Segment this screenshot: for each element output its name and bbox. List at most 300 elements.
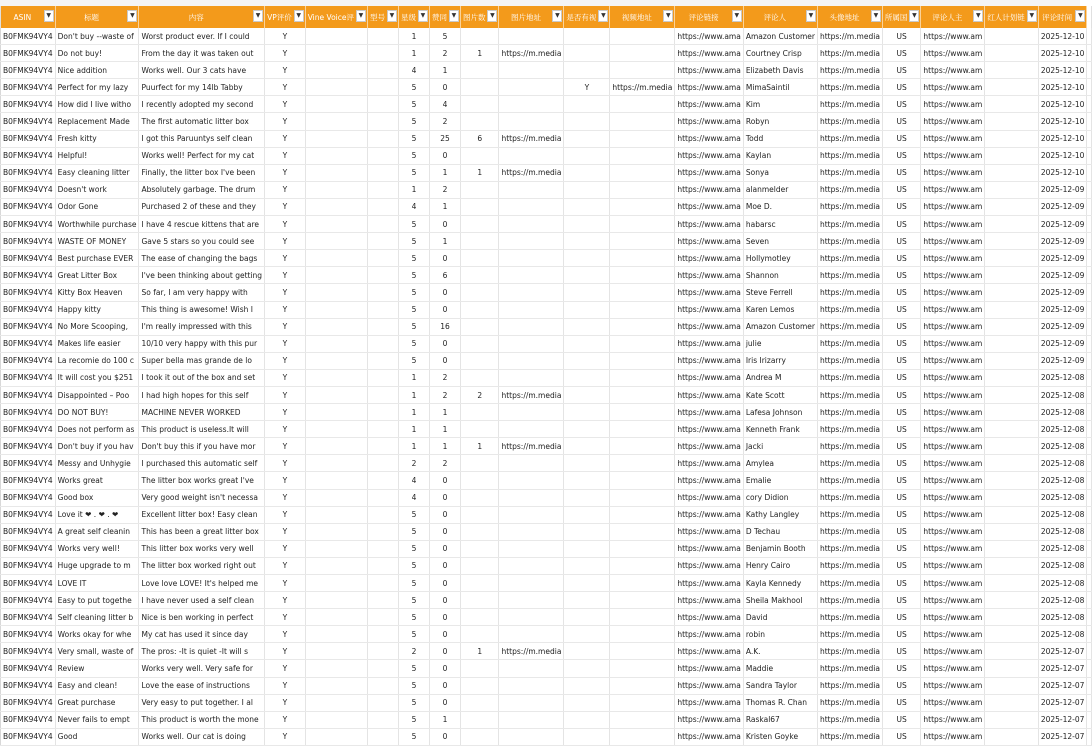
cell-date[interactable]: 2025-12-08 <box>1038 575 1087 592</box>
cell-country[interactable]: US <box>882 626 921 643</box>
cell-video-url[interactable] <box>610 233 675 250</box>
cell-content[interactable]: I had high hopes for this self <box>139 386 265 403</box>
cell-video-url[interactable] <box>610 369 675 386</box>
cell-content[interactable]: Worst product ever. If I could <box>139 28 265 45</box>
cell-avatar[interactable]: https://m.media <box>817 96 882 113</box>
cell-star[interactable]: 5 <box>398 233 429 250</box>
cell-model[interactable] <box>367 472 398 489</box>
column-header[interactable] <box>985 6 1039 28</box>
cell-imgs[interactable] <box>460 523 499 540</box>
cell-extra[interactable] <box>1087 181 1092 198</box>
cell-img-url[interactable] <box>499 113 564 130</box>
cell-helpful[interactable]: 0 <box>429 250 460 267</box>
cell-date[interactable]: 2025-12-10 <box>1038 113 1087 130</box>
cell-imgs[interactable] <box>460 540 499 557</box>
cell-link[interactable]: https://www.ama <box>675 147 743 164</box>
cell-influencer[interactable] <box>985 506 1039 523</box>
cell-vine[interactable] <box>305 506 367 523</box>
cell-vine[interactable] <box>305 130 367 147</box>
cell-helpful[interactable]: 0 <box>429 523 460 540</box>
cell-asin[interactable]: B0FMK94VY4 <box>1 711 56 728</box>
cell-influencer[interactable] <box>985 130 1039 147</box>
cell-avatar[interactable]: https://m.media <box>817 592 882 609</box>
cell-date[interactable]: 2025-12-07 <box>1038 694 1087 711</box>
cell-vine[interactable] <box>305 164 367 181</box>
cell-vine[interactable] <box>305 250 367 267</box>
cell-imgs[interactable] <box>460 404 499 421</box>
cell-model[interactable] <box>367 609 398 626</box>
cell-country[interactable]: US <box>882 216 921 233</box>
column-header[interactable] <box>1038 6 1087 28</box>
cell-country[interactable]: US <box>882 45 921 62</box>
cell-content[interactable]: Love love LOVE! It's helped me <box>139 575 265 592</box>
cell-country[interactable]: US <box>882 301 921 318</box>
cell-title[interactable]: Great Litter Box <box>55 267 139 284</box>
cell-title[interactable]: Never fails to empt <box>55 711 139 728</box>
cell-imgs[interactable] <box>460 79 499 96</box>
cell-influencer[interactable] <box>985 216 1039 233</box>
cell-influencer[interactable] <box>985 592 1039 609</box>
cell-title[interactable]: Perfect for my lazy <box>55 79 139 96</box>
cell-img-url[interactable] <box>499 147 564 164</box>
cell-has-video[interactable] <box>564 472 610 489</box>
cell-content[interactable]: The first automatic litter box <box>139 113 265 130</box>
cell-date[interactable]: 2025-12-08 <box>1038 472 1087 489</box>
cell-has-video[interactable] <box>564 96 610 113</box>
cell-model[interactable] <box>367 386 398 403</box>
cell-content[interactable]: I took it out of the box and set <box>139 369 265 386</box>
cell-video-url[interactable] <box>610 711 675 728</box>
cell-imgs[interactable]: 1 <box>460 45 499 62</box>
cell-vp[interactable]: Y <box>265 592 306 609</box>
cell-country[interactable]: US <box>882 130 921 147</box>
cell-video-url[interactable] <box>610 284 675 301</box>
cell-reviewer[interactable]: Kate Scott <box>743 386 817 403</box>
cell-has-video[interactable] <box>564 216 610 233</box>
cell-asin[interactable]: B0FMK94VY4 <box>1 267 56 284</box>
cell-helpful[interactable]: 1 <box>429 711 460 728</box>
cell-model[interactable] <box>367 267 398 284</box>
cell-imgs[interactable] <box>460 335 499 352</box>
cell-link[interactable]: https://www.ama <box>675 540 743 557</box>
cell-star[interactable]: 5 <box>398 711 429 728</box>
cell-reviewer[interactable]: Thomas R. Chan <box>743 694 817 711</box>
cell-extra[interactable] <box>1087 318 1092 335</box>
cell-title[interactable]: Very small, waste of <box>55 643 139 660</box>
cell-model[interactable] <box>367 660 398 677</box>
cell-extra[interactable] <box>1087 267 1092 284</box>
cell-influencer[interactable] <box>985 318 1039 335</box>
cell-title[interactable]: Love it ❤ . ❤ . ❤ <box>55 506 139 523</box>
cell-influencer[interactable] <box>985 233 1039 250</box>
cell-model[interactable] <box>367 540 398 557</box>
cell-helpful[interactable]: 1 <box>429 421 460 438</box>
cell-model[interactable] <box>367 506 398 523</box>
cell-vine[interactable] <box>305 643 367 660</box>
cell-asin[interactable]: B0FMK94VY4 <box>1 181 56 198</box>
cell-title[interactable]: Messy and Unhygie <box>55 455 139 472</box>
cell-helpful[interactable]: 0 <box>429 575 460 592</box>
cell-asin[interactable]: B0FMK94VY4 <box>1 455 56 472</box>
cell-img-url[interactable] <box>499 489 564 506</box>
cell-asin[interactable]: B0FMK94VY4 <box>1 198 56 215</box>
cell-star[interactable]: 5 <box>398 609 429 626</box>
cell-influencer[interactable] <box>985 626 1039 643</box>
cell-reviewer[interactable]: D Techau <box>743 523 817 540</box>
cell-vine[interactable] <box>305 335 367 352</box>
cell-influencer[interactable] <box>985 79 1039 96</box>
cell-helpful[interactable]: 0 <box>429 728 460 745</box>
column-header[interactable] <box>305 6 367 28</box>
cell-link[interactable]: https://www.ama <box>675 643 743 660</box>
cell-date[interactable]: 2025-12-09 <box>1038 284 1087 301</box>
cell-star[interactable]: 1 <box>398 404 429 421</box>
cell-star[interactable]: 5 <box>398 301 429 318</box>
cell-helpful[interactable]: 2 <box>429 113 460 130</box>
cell-profile[interactable]: https://www.am <box>921 147 985 164</box>
cell-link[interactable]: https://www.ama <box>675 352 743 369</box>
cell-model[interactable] <box>367 421 398 438</box>
cell-title[interactable]: Easy cleaning litter <box>55 164 139 181</box>
cell-video-url[interactable] <box>610 472 675 489</box>
cell-link[interactable]: https://www.ama <box>675 79 743 96</box>
cell-profile[interactable]: https://www.am <box>921 575 985 592</box>
cell-title[interactable]: Easy and clean! <box>55 677 139 694</box>
cell-title[interactable]: Works great <box>55 472 139 489</box>
cell-influencer[interactable] <box>985 609 1039 626</box>
cell-avatar[interactable]: https://m.media <box>817 421 882 438</box>
cell-content[interactable]: Absolutely garbage. The drum <box>139 181 265 198</box>
cell-model[interactable] <box>367 557 398 574</box>
cell-video-url[interactable] <box>610 267 675 284</box>
cell-avatar[interactable]: https://m.media <box>817 318 882 335</box>
cell-img-url[interactable] <box>499 677 564 694</box>
cell-reviewer[interactable]: cory Didion <box>743 489 817 506</box>
cell-title[interactable]: Do not buy! <box>55 45 139 62</box>
cell-helpful[interactable]: 0 <box>429 79 460 96</box>
cell-link[interactable]: https://www.ama <box>675 335 743 352</box>
cell-content[interactable]: Finally, the litter box I've been <box>139 164 265 181</box>
cell-avatar[interactable]: https://m.media <box>817 540 882 557</box>
cell-star[interactable]: 5 <box>398 728 429 745</box>
cell-influencer[interactable] <box>985 45 1039 62</box>
cell-vp[interactable]: Y <box>265 216 306 233</box>
cell-imgs[interactable] <box>460 677 499 694</box>
cell-link[interactable]: https://www.ama <box>675 592 743 609</box>
cell-content[interactable]: I have never used a self clean <box>139 592 265 609</box>
cell-date[interactable]: 2025-12-07 <box>1038 728 1087 745</box>
cell-asin[interactable]: B0FMK94VY4 <box>1 677 56 694</box>
cell-content[interactable]: Super bella mas grande de lo <box>139 352 265 369</box>
cell-model[interactable] <box>367 181 398 198</box>
cell-avatar[interactable]: https://m.media <box>817 626 882 643</box>
cell-date[interactable]: 2025-12-09 <box>1038 318 1087 335</box>
cell-asin[interactable]: B0FMK94VY4 <box>1 352 56 369</box>
cell-date[interactable]: 2025-12-09 <box>1038 216 1087 233</box>
cell-country[interactable]: US <box>882 523 921 540</box>
cell-date[interactable]: 2025-12-09 <box>1038 233 1087 250</box>
cell-model[interactable] <box>367 335 398 352</box>
cell-content[interactable]: MACHINE NEVER WORKED <box>139 404 265 421</box>
cell-helpful[interactable]: 0 <box>429 609 460 626</box>
cell-img-url[interactable] <box>499 694 564 711</box>
cell-content[interactable]: Nice is ben working in perfect <box>139 609 265 626</box>
cell-profile[interactable]: https://www.am <box>921 198 985 215</box>
cell-video-url[interactable] <box>610 216 675 233</box>
cell-influencer[interactable] <box>985 198 1039 215</box>
cell-title[interactable]: Worthwhile purchase <box>55 216 139 233</box>
cell-extra[interactable] <box>1087 472 1092 489</box>
cell-link[interactable]: https://www.ama <box>675 96 743 113</box>
cell-date[interactable]: 2025-12-07 <box>1038 711 1087 728</box>
cell-link[interactable]: https://www.ama <box>675 455 743 472</box>
cell-avatar[interactable]: https://m.media <box>817 523 882 540</box>
cell-model[interactable] <box>367 96 398 113</box>
cell-date[interactable]: 2025-12-09 <box>1038 335 1087 352</box>
cell-helpful[interactable]: 1 <box>429 404 460 421</box>
cell-extra[interactable] <box>1087 386 1092 403</box>
cell-content[interactable]: This litter box works very well <box>139 540 265 557</box>
cell-country[interactable]: US <box>882 113 921 130</box>
cell-profile[interactable]: https://www.am <box>921 62 985 79</box>
cell-has-video[interactable] <box>564 557 610 574</box>
cell-star[interactable]: 5 <box>398 677 429 694</box>
cell-profile[interactable]: https://www.am <box>921 506 985 523</box>
cell-video-url[interactable] <box>610 164 675 181</box>
cell-has-video[interactable] <box>564 250 610 267</box>
cell-helpful[interactable]: 5 <box>429 28 460 45</box>
cell-link[interactable]: https://www.ama <box>675 677 743 694</box>
cell-country[interactable]: US <box>882 592 921 609</box>
cell-title[interactable]: Don't buy if you hav <box>55 438 139 455</box>
cell-star[interactable]: 5 <box>398 130 429 147</box>
cell-extra[interactable] <box>1087 728 1092 745</box>
cell-extra[interactable] <box>1087 79 1092 96</box>
cell-star[interactable]: 5 <box>398 284 429 301</box>
cell-asin[interactable]: B0FMK94VY4 <box>1 660 56 677</box>
cell-country[interactable]: US <box>882 96 921 113</box>
cell-model[interactable] <box>367 250 398 267</box>
cell-img-url[interactable]: https://m.media <box>499 386 564 403</box>
cell-asin[interactable]: B0FMK94VY4 <box>1 626 56 643</box>
cell-vp[interactable]: Y <box>265 523 306 540</box>
cell-star[interactable]: 1 <box>398 386 429 403</box>
cell-avatar[interactable]: https://m.media <box>817 267 882 284</box>
cell-asin[interactable]: B0FMK94VY4 <box>1 386 56 403</box>
cell-video-url[interactable] <box>610 421 675 438</box>
cell-model[interactable] <box>367 575 398 592</box>
cell-imgs[interactable]: 6 <box>460 130 499 147</box>
cell-extra[interactable] <box>1087 301 1092 318</box>
cell-extra[interactable] <box>1087 45 1092 62</box>
cell-vp[interactable]: Y <box>265 540 306 557</box>
cell-vine[interactable] <box>305 216 367 233</box>
cell-star[interactable]: 2 <box>398 455 429 472</box>
cell-helpful[interactable]: 0 <box>429 301 460 318</box>
cell-helpful[interactable]: 2 <box>429 369 460 386</box>
cell-extra[interactable] <box>1087 694 1092 711</box>
cell-reviewer[interactable]: robin <box>743 626 817 643</box>
cell-link[interactable]: https://www.ama <box>675 233 743 250</box>
cell-video-url[interactable] <box>610 592 675 609</box>
cell-avatar[interactable]: https://m.media <box>817 181 882 198</box>
cell-star[interactable]: 5 <box>398 113 429 130</box>
cell-reviewer[interactable]: Amazon Customer <box>743 318 817 335</box>
cell-has-video[interactable] <box>564 369 610 386</box>
cell-content[interactable]: Love the ease of instructions <box>139 677 265 694</box>
cell-date[interactable]: 2025-12-10 <box>1038 96 1087 113</box>
cell-avatar[interactable]: https://m.media <box>817 335 882 352</box>
cell-star[interactable]: 5 <box>398 96 429 113</box>
cell-vp[interactable]: Y <box>265 609 306 626</box>
cell-avatar[interactable]: https://m.media <box>817 45 882 62</box>
cell-profile[interactable]: https://www.am <box>921 96 985 113</box>
cell-vine[interactable] <box>305 523 367 540</box>
cell-imgs[interactable] <box>460 694 499 711</box>
cell-vp[interactable]: Y <box>265 352 306 369</box>
cell-country[interactable]: US <box>882 711 921 728</box>
cell-content[interactable]: My cat has used it since day <box>139 626 265 643</box>
cell-asin[interactable]: B0FMK94VY4 <box>1 609 56 626</box>
cell-influencer[interactable] <box>985 438 1039 455</box>
cell-video-url[interactable] <box>610 250 675 267</box>
cell-imgs[interactable] <box>460 575 499 592</box>
cell-extra[interactable] <box>1087 284 1092 301</box>
cell-link[interactable]: https://www.ama <box>675 694 743 711</box>
filter-dropdown-icon[interactable]: ▼ <box>806 10 816 22</box>
cell-avatar[interactable]: https://m.media <box>817 609 882 626</box>
cell-vp[interactable]: Y <box>265 164 306 181</box>
cell-video-url[interactable] <box>610 62 675 79</box>
cell-link[interactable]: https://www.ama <box>675 609 743 626</box>
cell-date[interactable]: 2025-12-10 <box>1038 130 1087 147</box>
cell-link[interactable]: https://www.ama <box>675 28 743 45</box>
cell-model[interactable] <box>367 677 398 694</box>
cell-reviewer[interactable]: Elizabeth Davis <box>743 62 817 79</box>
cell-helpful[interactable]: 0 <box>429 489 460 506</box>
cell-content[interactable]: This product is worth the mone <box>139 711 265 728</box>
cell-has-video[interactable] <box>564 523 610 540</box>
cell-link[interactable]: https://www.ama <box>675 198 743 215</box>
cell-img-url[interactable] <box>499 62 564 79</box>
cell-model[interactable] <box>367 164 398 181</box>
cell-profile[interactable]: https://www.am <box>921 643 985 660</box>
cell-img-url[interactable] <box>499 455 564 472</box>
cell-content[interactable]: I recently adopted my second <box>139 96 265 113</box>
cell-img-url[interactable] <box>499 335 564 352</box>
cell-link[interactable]: https://www.ama <box>675 472 743 489</box>
cell-video-url[interactable] <box>610 523 675 540</box>
cell-star[interactable]: 5 <box>398 523 429 540</box>
cell-title[interactable]: Easy to put togethe <box>55 592 139 609</box>
cell-star[interactable]: 5 <box>398 557 429 574</box>
cell-country[interactable]: US <box>882 250 921 267</box>
filter-dropdown-icon[interactable]: ▼ <box>356 10 366 22</box>
cell-model[interactable] <box>367 728 398 745</box>
cell-video-url[interactable] <box>610 301 675 318</box>
cell-link[interactable]: https://www.ama <box>675 660 743 677</box>
cell-imgs[interactable] <box>460 711 499 728</box>
cell-star[interactable]: 1 <box>398 421 429 438</box>
cell-imgs[interactable] <box>460 216 499 233</box>
cell-extra[interactable] <box>1087 557 1092 574</box>
cell-title[interactable]: Great purchase <box>55 694 139 711</box>
cell-model[interactable] <box>367 62 398 79</box>
cell-vine[interactable] <box>305 472 367 489</box>
cell-title[interactable]: La recomie do 100 c <box>55 352 139 369</box>
cell-date[interactable]: 2025-12-10 <box>1038 28 1087 45</box>
cell-title[interactable]: Helpful! <box>55 147 139 164</box>
cell-content[interactable]: 10/10 very happy with this pur <box>139 335 265 352</box>
cell-avatar[interactable]: https://m.media <box>817 438 882 455</box>
cell-date[interactable]: 2025-12-07 <box>1038 677 1087 694</box>
cell-extra[interactable] <box>1087 250 1092 267</box>
cell-extra[interactable] <box>1087 643 1092 660</box>
cell-img-url[interactable] <box>499 404 564 421</box>
column-header[interactable] <box>564 6 610 28</box>
cell-country[interactable]: US <box>882 506 921 523</box>
cell-date[interactable]: 2025-12-08 <box>1038 506 1087 523</box>
cell-star[interactable]: 4 <box>398 62 429 79</box>
cell-avatar[interactable]: https://m.media <box>817 643 882 660</box>
cell-img-url[interactable]: https://m.media <box>499 45 564 62</box>
cell-imgs[interactable] <box>460 609 499 626</box>
cell-video-url[interactable] <box>610 557 675 574</box>
cell-reviewer[interactable]: Kenneth Frank <box>743 421 817 438</box>
cell-img-url[interactable]: https://m.media <box>499 130 564 147</box>
cell-content[interactable]: Gave 5 stars so you could see <box>139 233 265 250</box>
cell-link[interactable]: https://www.ama <box>675 62 743 79</box>
cell-has-video[interactable] <box>564 45 610 62</box>
cell-star[interactable]: 5 <box>398 592 429 609</box>
cell-extra[interactable] <box>1087 455 1092 472</box>
cell-img-url[interactable] <box>499 250 564 267</box>
cell-profile[interactable]: https://www.am <box>921 352 985 369</box>
cell-vine[interactable] <box>305 79 367 96</box>
cell-vp[interactable]: Y <box>265 677 306 694</box>
cell-video-url[interactable] <box>610 677 675 694</box>
cell-profile[interactable]: https://www.am <box>921 301 985 318</box>
cell-country[interactable]: US <box>882 540 921 557</box>
cell-link[interactable]: https://www.ama <box>675 557 743 574</box>
cell-model[interactable] <box>367 404 398 421</box>
column-header[interactable] <box>429 6 460 28</box>
cell-vine[interactable] <box>305 540 367 557</box>
cell-title[interactable]: Odor Gone <box>55 198 139 215</box>
column-header[interactable] <box>817 6 882 28</box>
cell-influencer[interactable] <box>985 660 1039 677</box>
cell-influencer[interactable] <box>985 711 1039 728</box>
column-header[interactable] <box>55 6 139 28</box>
cell-helpful[interactable]: 2 <box>429 45 460 62</box>
cell-has-video[interactable] <box>564 438 610 455</box>
cell-vp[interactable]: Y <box>265 404 306 421</box>
cell-img-url[interactable] <box>499 609 564 626</box>
cell-influencer[interactable] <box>985 540 1039 557</box>
cell-country[interactable]: US <box>882 404 921 421</box>
cell-profile[interactable]: https://www.am <box>921 233 985 250</box>
cell-avatar[interactable]: https://m.media <box>817 164 882 181</box>
cell-reviewer[interactable]: habarsc <box>743 216 817 233</box>
cell-vp[interactable]: Y <box>265 267 306 284</box>
cell-star[interactable]: 5 <box>398 352 429 369</box>
cell-asin[interactable]: B0FMK94VY4 <box>1 318 56 335</box>
cell-video-url[interactable] <box>610 352 675 369</box>
cell-has-video[interactable] <box>564 540 610 557</box>
cell-imgs[interactable] <box>460 318 499 335</box>
cell-country[interactable]: US <box>882 28 921 45</box>
cell-title[interactable]: No More Scooping, <box>55 318 139 335</box>
